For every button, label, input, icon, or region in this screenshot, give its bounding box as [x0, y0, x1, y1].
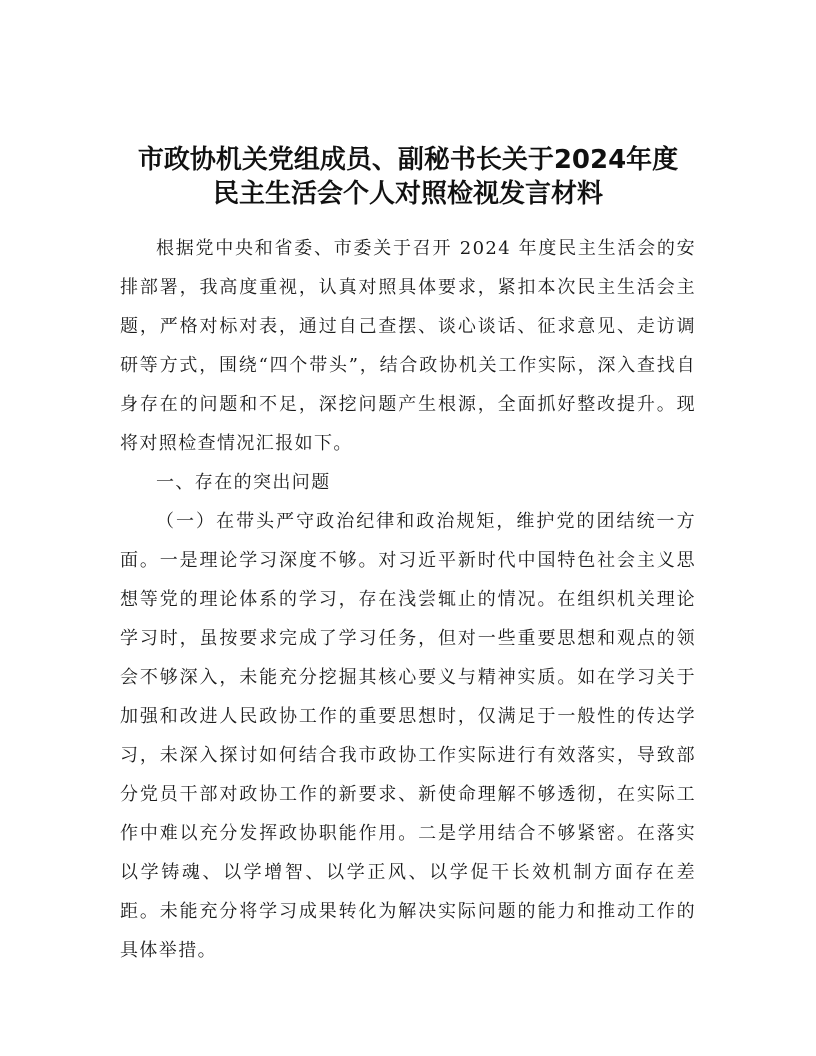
title-line-1: 市政协机关党组成员、副秘书长关于2024年度 [137, 145, 679, 175]
title-line-2: 民主生活会个人对照检视发言材料 [212, 179, 603, 209]
document-title [96, 143, 720, 211]
document-body [120, 229, 696, 970]
item-paragraph-1: （一）在带头严守政治纪律和政治规矩，维护党的团结统一方面。一是理论学习深度不够。对习近平新时代中国特色社会主义思想等党的理论体系的学习，存在浅尝辄止的情况。在组织机关理论学习时，虽按要求完成了学习任务，但对一些重要思想和观点的领会不够深入，未能充分挖掘其核心要义与精神实质。如在学习关于加强和改进人民政协工作的重要思想时，仅满足于一般性的传达学习，未深入探讨如何结合我市政协工作实际进行有效落实，导致部分党员干部对政协工作的新要求、新使命理解不够透彻，在实际工作中难以充分发挥政协职能作用。二是学用结合不够紧密。在落实以学铸魂、以学增智、以学正风、以学促干长效机制方面存在差距。未能充分将学习成果转化为解决实际问题的能力和推动工作的具体举措。 [120, 511, 696, 961]
section-heading-problems: 一、存在的突出问题 [156, 472, 331, 493]
intro-paragraph: 根据党中央和省委、市委关于召开 2024 年度民主生活会的安排部署，我高度重视，认真对照具体要求，紧扣本次民主生活会主题，严格对标对表，通过自己查摆、谈心谈话、征求意见、走访调研等方式，围绕“四个带头”，结合政协机关工作实际，深入查找自身存在的问题和不足，深挖问题产生根源，全面抓好整改提升。现将对照检查情况汇报如下。 [120, 238, 696, 454]
